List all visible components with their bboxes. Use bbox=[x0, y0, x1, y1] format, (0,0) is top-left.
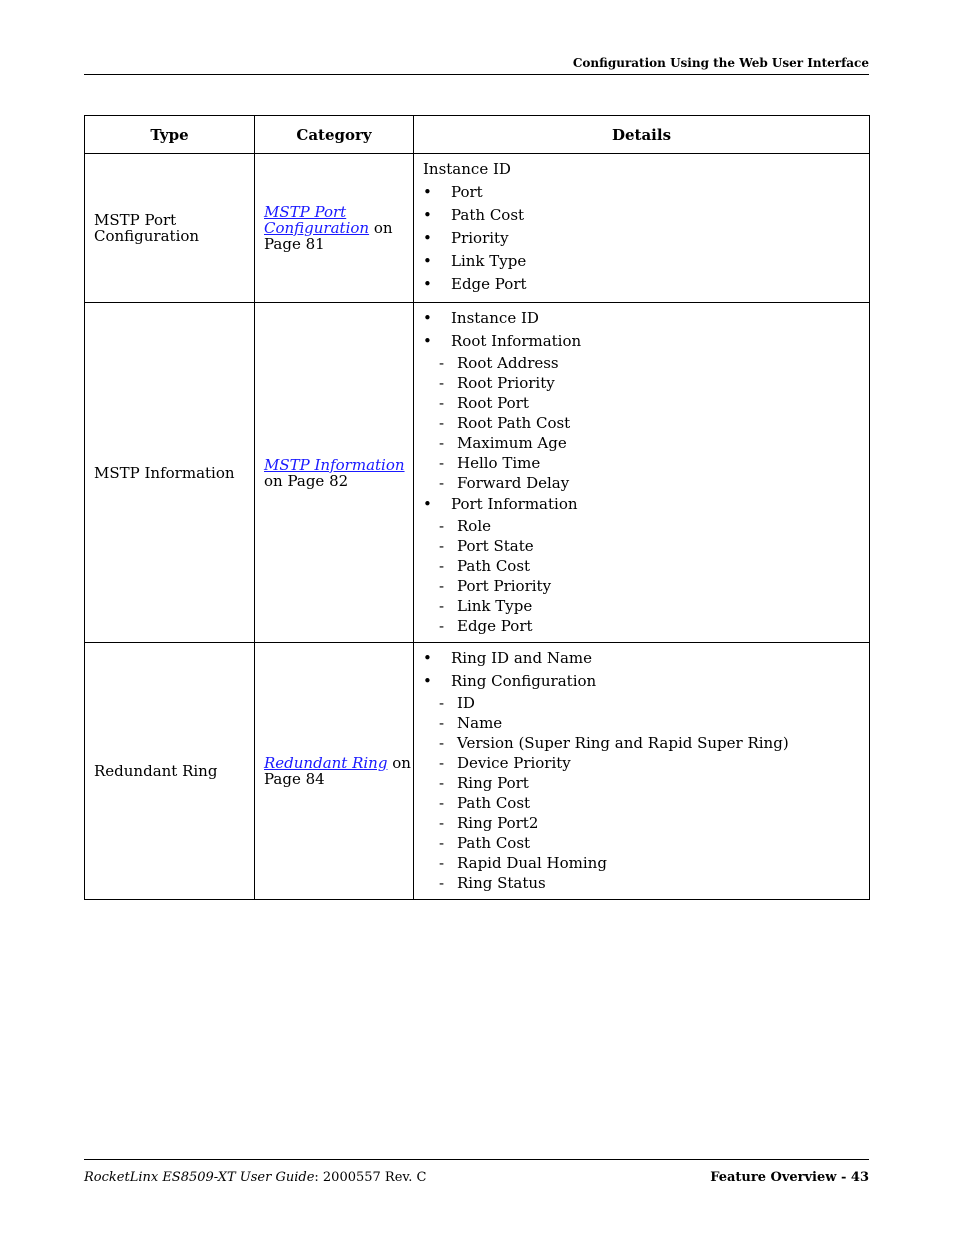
dash-icon: - bbox=[439, 394, 445, 412]
detail-bullet-item bbox=[423, 250, 869, 273]
detail-dash-item bbox=[423, 393, 869, 413]
details-cell bbox=[414, 643, 870, 900]
bullet-icon: • bbox=[423, 275, 432, 293]
detail-text: Instance ID bbox=[423, 160, 511, 178]
category-page-ref: on Page 82 bbox=[264, 471, 349, 490]
dash-icon: - bbox=[439, 557, 445, 575]
detail-text: Port Priority bbox=[457, 577, 552, 595]
detail-text: Link Type bbox=[457, 597, 533, 615]
detail-text: Rapid Dual Homing bbox=[457, 854, 607, 872]
category-page-ref: on Page 81 bbox=[264, 219, 393, 253]
detail-dash-item bbox=[423, 536, 869, 556]
detail-dash-item bbox=[423, 413, 869, 433]
details-cell bbox=[414, 303, 870, 643]
detail-dash-item bbox=[423, 353, 869, 373]
detail-bullet-item bbox=[423, 493, 869, 516]
dash-icon: - bbox=[439, 714, 445, 732]
column-header-details: Details bbox=[414, 116, 870, 154]
dash-icon: - bbox=[439, 794, 445, 812]
dash-icon: - bbox=[439, 537, 445, 555]
detail-dash-item bbox=[423, 576, 869, 596]
detail-text: Link Type bbox=[451, 252, 527, 270]
detail-dash-item bbox=[423, 753, 869, 773]
type-cell: Redundant Ring bbox=[85, 643, 255, 900]
dash-icon: - bbox=[439, 374, 445, 392]
detail-text: Port Information bbox=[451, 495, 578, 513]
header-title: Configuration Using the Web User Interface bbox=[572, 56, 869, 70]
footer-doc-number: : 2000557 Rev. C bbox=[314, 1170, 427, 1185]
dash-icon: - bbox=[439, 834, 445, 852]
detail-dash-item bbox=[423, 833, 869, 853]
detail-text: Device Priority bbox=[457, 754, 571, 772]
detail-text: Hello Time bbox=[457, 454, 541, 472]
detail-text: Maximum Age bbox=[457, 434, 567, 452]
feature-table bbox=[84, 115, 870, 900]
bullet-icon: • bbox=[423, 672, 432, 690]
table-row bbox=[85, 643, 870, 900]
table-row bbox=[85, 303, 870, 643]
detail-bullet-item bbox=[423, 227, 869, 250]
dash-icon: - bbox=[439, 414, 445, 432]
bullet-icon: • bbox=[423, 309, 432, 327]
detail-text: Port State bbox=[457, 537, 534, 555]
table-header-row bbox=[85, 116, 870, 154]
type-cell: MSTP Port Configuration bbox=[85, 154, 255, 303]
detail-dash-item bbox=[423, 616, 869, 636]
dash-icon: - bbox=[439, 694, 445, 712]
detail-text: Forward Delay bbox=[457, 474, 570, 492]
dash-icon: - bbox=[439, 434, 445, 452]
bullet-icon: • bbox=[423, 252, 432, 270]
dash-icon: - bbox=[439, 597, 445, 615]
detail-bullet-item bbox=[423, 204, 869, 227]
detail-dash-item bbox=[423, 556, 869, 576]
bullet-icon: • bbox=[423, 495, 432, 513]
detail-dash-item bbox=[423, 453, 869, 473]
detail-dash-item bbox=[423, 873, 869, 893]
detail-bullet-item bbox=[423, 181, 869, 204]
dash-icon: - bbox=[439, 354, 445, 372]
dash-icon: - bbox=[439, 774, 445, 792]
dash-icon: - bbox=[439, 517, 445, 535]
detail-dash-item bbox=[423, 373, 869, 393]
detail-bullet-item bbox=[423, 273, 869, 296]
detail-dash-item bbox=[423, 516, 869, 536]
details-cell bbox=[414, 154, 870, 303]
detail-text: Root Priority bbox=[457, 374, 555, 392]
page-footer bbox=[84, 1159, 869, 1185]
page-header bbox=[84, 56, 869, 75]
detail-text: Root Port bbox=[457, 394, 529, 412]
detail-text: Priority bbox=[451, 229, 509, 247]
dash-icon: - bbox=[439, 474, 445, 492]
detail-text: Path Cost bbox=[457, 794, 531, 812]
detail-text: Ring ID and Name bbox=[451, 649, 592, 667]
detail-dash-item bbox=[423, 713, 869, 733]
category-page-ref: on Page 84 bbox=[264, 754, 411, 788]
bullet-icon: • bbox=[423, 183, 432, 201]
dash-icon: - bbox=[439, 577, 445, 595]
dash-icon: - bbox=[439, 617, 445, 635]
detail-dash-item bbox=[423, 473, 869, 493]
category-link[interactable]: MSTP Information bbox=[264, 455, 405, 474]
type-cell: MSTP Information bbox=[85, 303, 255, 643]
detail-dash-item bbox=[423, 853, 869, 873]
detail-text: Root Path Cost bbox=[457, 414, 571, 432]
detail-bullet-item bbox=[423, 307, 869, 330]
detail-text: Root Information bbox=[451, 332, 582, 350]
category-link[interactable]: MSTP Port Configuration bbox=[264, 203, 370, 237]
bullet-icon: • bbox=[423, 649, 432, 667]
detail-text: Path Cost bbox=[451, 206, 525, 224]
column-header-category: Category bbox=[255, 116, 414, 154]
detail-dash-item bbox=[423, 693, 869, 713]
footer-doc-title: RocketLinx ES8509-XT User Guide bbox=[84, 1170, 315, 1185]
category-cell bbox=[255, 154, 414, 303]
detail-text: ID bbox=[457, 694, 475, 712]
category-link[interactable]: Redundant Ring bbox=[264, 754, 388, 772]
dash-icon: - bbox=[439, 754, 445, 772]
detail-text: Root Address bbox=[457, 354, 559, 372]
detail-text: Role bbox=[457, 517, 491, 535]
table-row bbox=[85, 154, 870, 303]
detail-dash-item bbox=[423, 733, 869, 753]
footer-page-label: Feature Overview - 43 bbox=[710, 1170, 869, 1185]
detail-bullet-item bbox=[423, 330, 869, 353]
table-body bbox=[85, 154, 870, 900]
detail-text: Version (Super Ring and Rapid Super Ring) bbox=[457, 734, 789, 752]
footer-doc-info bbox=[84, 1170, 426, 1185]
detail-text: Path Cost bbox=[457, 557, 531, 575]
detail-text: Edge Port bbox=[457, 617, 533, 635]
detail-text: Ring Status bbox=[457, 874, 546, 892]
detail-text: Path Cost bbox=[457, 834, 531, 852]
detail-text: Edge Port bbox=[451, 275, 527, 293]
category-cell bbox=[255, 303, 414, 643]
detail-text: Instance ID bbox=[451, 309, 539, 327]
dash-icon: - bbox=[439, 454, 445, 472]
detail-dash-item bbox=[423, 433, 869, 453]
detail-text: Ring Configuration bbox=[451, 672, 597, 690]
detail-text: Ring Port bbox=[457, 774, 529, 792]
detail-dash-item bbox=[423, 793, 869, 813]
detail-text: Port bbox=[451, 183, 483, 201]
detail-dash-item bbox=[423, 596, 869, 616]
detail-bullet-item bbox=[423, 647, 869, 670]
dash-icon: - bbox=[439, 734, 445, 752]
dash-icon: - bbox=[439, 814, 445, 832]
category-cell bbox=[255, 643, 414, 900]
dash-icon: - bbox=[439, 854, 445, 872]
detail-plain-item bbox=[423, 158, 869, 181]
detail-dash-item bbox=[423, 813, 869, 833]
detail-text: Name bbox=[457, 714, 503, 732]
column-header-type: Type bbox=[85, 116, 255, 154]
detail-bullet-item bbox=[423, 670, 869, 693]
bullet-icon: • bbox=[423, 229, 432, 247]
bullet-icon: • bbox=[423, 332, 432, 350]
detail-dash-item bbox=[423, 773, 869, 793]
bullet-icon: • bbox=[423, 206, 432, 224]
detail-text: Ring Port2 bbox=[457, 814, 539, 832]
dash-icon: - bbox=[439, 874, 445, 892]
